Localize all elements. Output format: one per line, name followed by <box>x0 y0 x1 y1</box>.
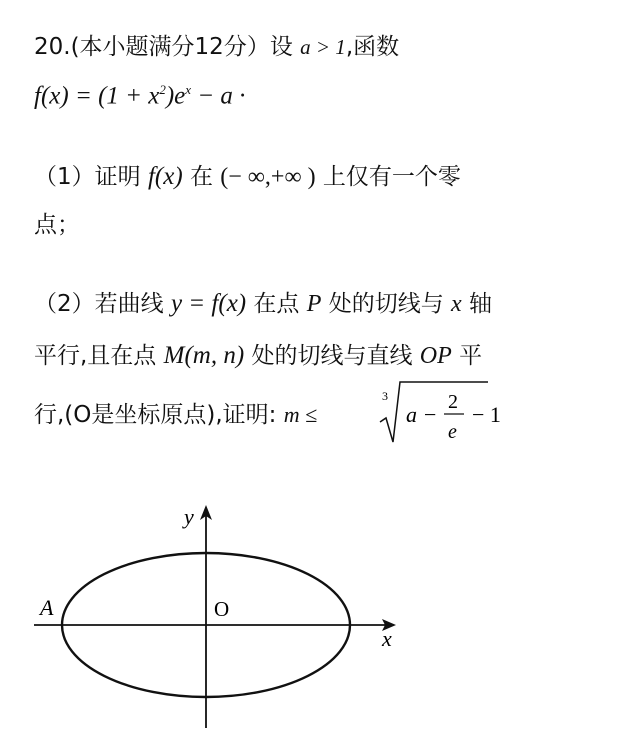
part2-line1: （2）若曲线 y = f(x) 在点 P 处的切线与 x 轴 <box>34 290 493 317</box>
part2-line2: 平行,且在点 M(m, n) 处的切线与直线 OP 平 <box>34 342 483 369</box>
condition: a > 1 <box>300 35 346 59</box>
radical-tail: − 1 <box>472 402 501 427</box>
fraction-numerator: 2 <box>448 391 458 413</box>
part1-line2: 点； <box>34 212 80 238</box>
origin-label: O <box>214 597 230 621</box>
header-suffix: ,函数 <box>345 34 400 60</box>
x-axis-label: x <box>382 626 392 651</box>
part1-line1: （1）证明 f(x) 在 (− ∞,+∞ ) 上仅有一个零 <box>34 163 461 190</box>
svg-text:3: 3 <box>382 389 388 403</box>
radicand-a: a − <box>406 402 438 427</box>
point-a-label: A <box>40 595 54 620</box>
fraction-denominator: e <box>448 421 457 443</box>
y-axis-label: y <box>184 504 194 529</box>
function-definition: $f(x) = (1 + x^2)e^x - a$ · <box>34 82 246 110</box>
header-prefix: 20.(本小题满分12分）设 <box>34 34 301 60</box>
part2-line3: 行,(O是坐标原点),证明: m ≤ <box>34 402 318 428</box>
